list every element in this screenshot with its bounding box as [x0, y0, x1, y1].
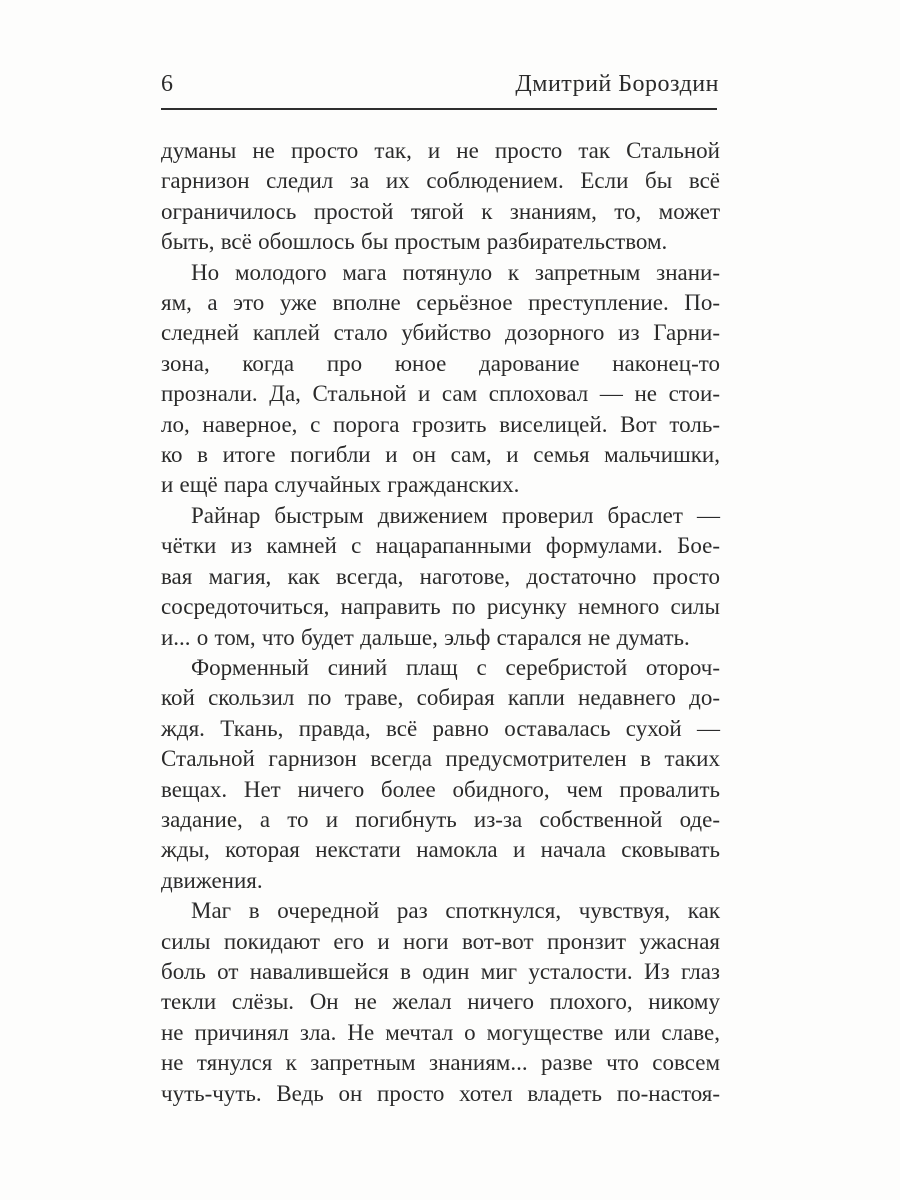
text-line: Маг в очередной раз споткнулся, чувствуя, как	[191, 898, 720, 924]
paragraph	[161, 896, 720, 1109]
text-line: быть, всё обошлось бы простым разбирательством.	[161, 229, 668, 255]
paragraph	[161, 501, 720, 653]
text-line: и... о том, что будет дальше, эльф старался не думать.	[161, 624, 690, 650]
text-line: гарнизон следил за их соблюдением. Если бы всё	[161, 168, 720, 194]
text-line: боль от навалившейся в один миг усталости. Из глаз	[161, 958, 720, 984]
text-line: ло, наверное, с порога грозить виселицей. Вот толь-	[161, 411, 720, 437]
page-header	[161, 70, 719, 100]
text-line: вая магия, как всегда, наготове, достаточно просто	[161, 563, 720, 589]
text-line: сосредоточиться, направить по рисунку немного силы	[161, 594, 720, 620]
text-line: кой скользил по траве, собирая капли недавнего до-	[161, 685, 720, 711]
text-line: чётки из камней с нацарапанными формулами. Бое-	[161, 533, 720, 559]
text-line: ко в итоге погибли и он сам, и семья мальчишки,	[161, 442, 720, 468]
text-line: думаны не просто так, и не просто так Стальной	[161, 138, 720, 163]
text-line: чуть-чуть. Ведь он просто хотел владеть по-настоя-	[161, 1080, 720, 1106]
text-line: вещах. Нет ничего более обидного, чем провалить	[161, 776, 720, 802]
paragraph	[161, 258, 720, 501]
text-line: ограничилось простой тягой к знаниям, то, может	[161, 198, 720, 224]
page-body	[161, 136, 720, 1109]
text-line: ждя. Ткань, правда, всё равно оставалась сухой —	[161, 715, 720, 741]
text-line: текли слёзы. Он не желал ничего плохого, никому	[161, 989, 720, 1015]
text-line: и ещё пара случайных гражданских.	[161, 472, 520, 498]
text-line: Райнар быстрым движением проверил браслет —	[191, 502, 720, 528]
text-line: жды, которая некстати намокла и начала сковывать	[161, 837, 720, 863]
text-line: движения.	[161, 867, 263, 893]
text-line: прознали. Да, Стальной и сам сплоховал — не стои-	[161, 381, 720, 407]
text-line: зона, когда про юное дарование наконец-то	[161, 350, 720, 376]
header-rule	[161, 108, 717, 110]
text-line: Стальной гарнизон всегда предусмотрителен в таких	[161, 746, 720, 772]
text-line: не причинял зла. Не мечтал о могуществе или славе,	[161, 1019, 720, 1045]
author-name: Дмитрий Бороздин	[515, 71, 719, 97]
page-number: 6	[161, 71, 173, 97]
paragraph	[161, 653, 720, 896]
text-line: задание, а то и погибнуть из-за собственной оде-	[161, 806, 720, 832]
text-line: Но молодого мага потянуло к запретным знани-	[191, 259, 720, 285]
text-line: силы покидают его и ноги вот-вот пронзит ужасная	[161, 928, 720, 954]
text-line: ям, а это уже вполне серьёзное преступление. По-	[161, 290, 720, 316]
text-line: Форменный синий плащ с серебристой отороч-	[191, 654, 720, 680]
paragraph	[161, 136, 720, 258]
text-line: следней каплей стало убийство дозорного из Гарни-	[161, 320, 720, 346]
text-line: не тянулся к запретным знаниям... разве что совсем	[161, 1050, 720, 1076]
